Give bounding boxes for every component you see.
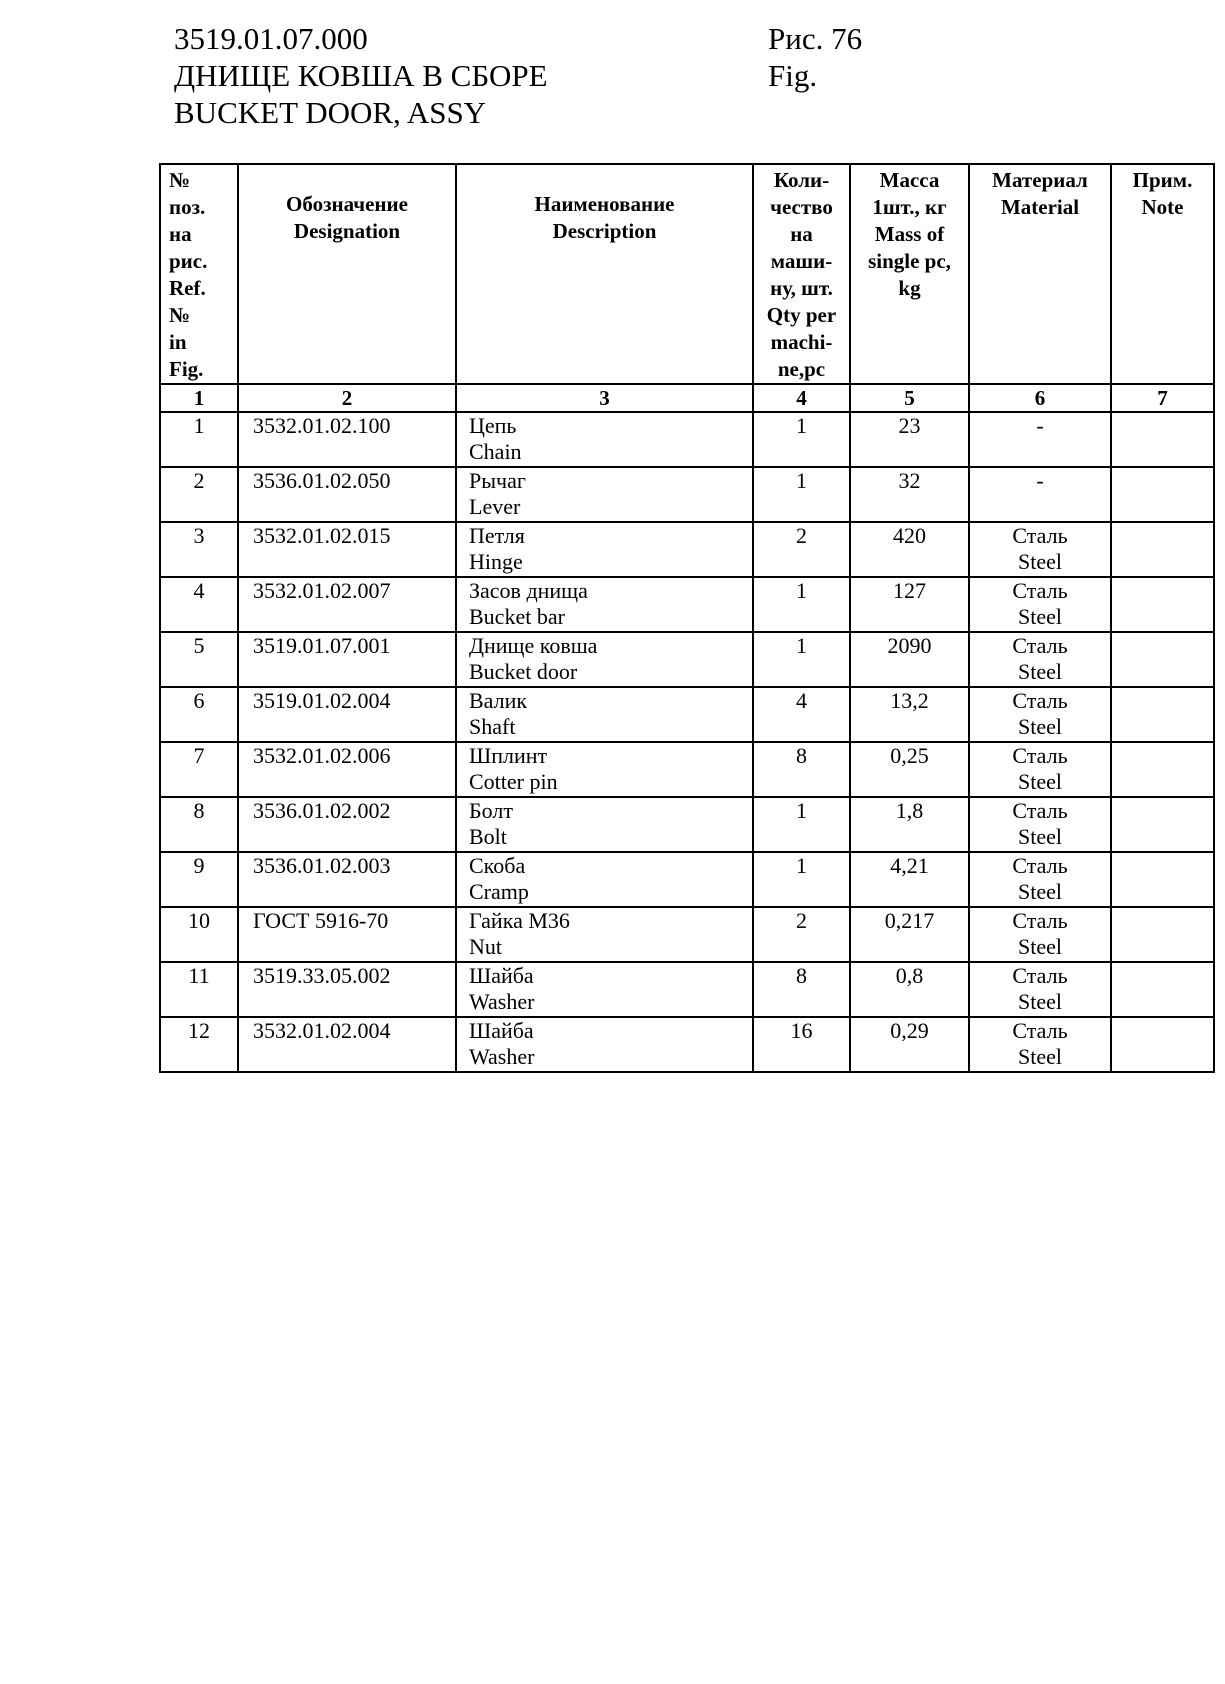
col-number: 4	[753, 384, 850, 412]
header-line: №	[169, 303, 191, 327]
row-name-en: Washer	[469, 1044, 535, 1069]
table-row	[160, 797, 1214, 852]
row-material	[969, 687, 1111, 742]
row-qty: 1	[753, 467, 850, 522]
row-name-en: Cotter pin	[469, 769, 558, 794]
row-name-en: Nut	[469, 934, 502, 959]
header-line: Description	[552, 219, 657, 243]
row-designation: 3519.33.05.002	[238, 962, 456, 1017]
row-material-ru: Сталь	[1012, 853, 1068, 878]
row-name-en: Washer	[469, 989, 535, 1014]
row-name-ru: Днище ковша	[469, 633, 598, 658]
row-designation: 3536.01.02.050	[238, 467, 456, 522]
row-qty: 1	[753, 797, 850, 852]
column-number-row	[160, 384, 1214, 412]
row-description	[456, 1017, 753, 1072]
header-line: Material	[1000, 195, 1080, 219]
row-note	[1111, 467, 1214, 522]
row-pos: 2	[160, 467, 238, 522]
header-line: Mass of	[874, 222, 945, 246]
header-note	[1111, 164, 1214, 384]
row-material	[969, 467, 1111, 522]
header-line: на	[169, 222, 192, 246]
row-name-ru: Засов днища	[469, 578, 588, 603]
header-line: Ref.	[169, 276, 206, 300]
row-qty: 1	[753, 852, 850, 907]
row-designation: ГОСТ 5916-70	[238, 907, 456, 962]
row-pos: 3	[160, 522, 238, 577]
row-pos: 10	[160, 907, 238, 962]
row-name-ru: Рычаг	[469, 468, 526, 493]
title-ru: ДНИЩЕ КОВША В СБОРЕ	[174, 58, 548, 93]
table-row	[160, 632, 1214, 687]
row-material-ru: -	[1036, 413, 1044, 438]
row-mass: 127	[850, 577, 969, 632]
row-material-ru: Сталь	[1012, 1018, 1068, 1043]
row-name-ru: Петля	[469, 523, 525, 548]
row-name-en: Shaft	[469, 714, 516, 739]
row-material-en: Steel	[1018, 824, 1062, 849]
header-line: Масса	[879, 168, 940, 192]
parts-table	[159, 163, 1215, 1073]
row-name-en: Bucket door	[469, 659, 578, 684]
row-name-ru: Шайба	[469, 1018, 534, 1043]
row-name-ru: Шайба	[469, 963, 534, 988]
row-designation: 3532.01.02.004	[238, 1017, 456, 1072]
row-description	[456, 687, 753, 742]
row-material-ru: Сталь	[1012, 908, 1068, 933]
row-qty: 1	[753, 632, 850, 687]
row-material	[969, 852, 1111, 907]
row-mass: 1,8	[850, 797, 969, 852]
row-material-en: Steel	[1018, 769, 1062, 794]
row-designation: 3532.01.02.007	[238, 577, 456, 632]
row-material-ru: Сталь	[1012, 578, 1068, 603]
header-line: чество	[770, 195, 833, 219]
table-row	[160, 577, 1214, 632]
row-note	[1111, 522, 1214, 577]
row-name-ru: Скоба	[469, 853, 526, 878]
title-en: BUCKET DOOR, ASSY	[174, 95, 487, 130]
row-material	[969, 962, 1111, 1017]
row-designation: 3532.01.02.015	[238, 522, 456, 577]
header-line: Коли-	[773, 168, 830, 192]
row-material-en: Steel	[1018, 934, 1062, 959]
row-name-ru: Валик	[469, 688, 528, 713]
table-row	[160, 907, 1214, 962]
row-material	[969, 797, 1111, 852]
row-description	[456, 852, 753, 907]
row-material	[969, 907, 1111, 962]
row-pos: 4	[160, 577, 238, 632]
row-pos: 1	[160, 412, 238, 467]
row-description	[456, 412, 753, 467]
header-line: ne,pc	[777, 357, 826, 381]
row-description	[456, 742, 753, 797]
header-pos	[160, 164, 238, 384]
figure-ref	[768, 20, 862, 94]
row-mass: 0,25	[850, 742, 969, 797]
row-mass: 420	[850, 522, 969, 577]
header-line: ну, шт.	[770, 276, 833, 300]
row-qty: 1	[753, 577, 850, 632]
row-name-en: Hinge	[469, 549, 523, 574]
row-name-ru: Гайка М36	[469, 908, 570, 933]
header-line: Наименование	[534, 192, 675, 216]
table-row	[160, 742, 1214, 797]
row-material	[969, 412, 1111, 467]
header-description	[456, 164, 753, 384]
header-line: поз.	[169, 195, 206, 219]
row-material-en: Steel	[1018, 879, 1062, 904]
table-row	[160, 1017, 1214, 1072]
table-row	[160, 962, 1214, 1017]
assembly-code: 3519.01.07.000	[174, 21, 368, 56]
row-mass: 2090	[850, 632, 969, 687]
row-material-en: Steel	[1018, 549, 1062, 574]
row-material-ru: Сталь	[1012, 523, 1068, 548]
figure-ru: Рис. 76	[768, 21, 863, 56]
row-pos: 12	[160, 1017, 238, 1072]
row-material-ru: Сталь	[1012, 963, 1068, 988]
row-description	[456, 632, 753, 687]
row-note	[1111, 907, 1214, 962]
row-note	[1111, 687, 1214, 742]
col-number: 3	[456, 384, 753, 412]
col-number: 1	[160, 384, 238, 412]
header-material	[969, 164, 1111, 384]
row-pos: 5	[160, 632, 238, 687]
row-material	[969, 632, 1111, 687]
row-description	[456, 797, 753, 852]
header-mass	[850, 164, 969, 384]
row-pos: 9	[160, 852, 238, 907]
header-line: in	[169, 330, 187, 354]
row-material	[969, 522, 1111, 577]
row-material-ru: Сталь	[1012, 798, 1068, 823]
row-mass: 0,29	[850, 1017, 969, 1072]
table-row	[160, 687, 1214, 742]
row-designation: 3536.01.02.002	[238, 797, 456, 852]
row-description	[456, 522, 753, 577]
header-line: Qty per	[766, 303, 837, 327]
row-mass: 23	[850, 412, 969, 467]
row-name-en: Chain	[469, 439, 522, 464]
table-row	[160, 522, 1214, 577]
row-note	[1111, 962, 1214, 1017]
header-line: Прим.	[1132, 168, 1193, 192]
row-name-ru: Шплинт	[469, 743, 548, 768]
row-name-en: Lever	[469, 494, 521, 519]
row-qty: 16	[753, 1017, 850, 1072]
row-note	[1111, 577, 1214, 632]
row-description	[456, 907, 753, 962]
col-number: 5	[850, 384, 969, 412]
row-material-en: Steel	[1018, 989, 1062, 1014]
header-line: Fig.	[169, 357, 204, 381]
header-line: 1шт., кг	[872, 195, 947, 219]
table-header-row	[160, 164, 1214, 384]
header-designation	[238, 164, 456, 384]
document-header	[174, 20, 548, 131]
row-designation: 3519.01.07.001	[238, 632, 456, 687]
header-qty	[753, 164, 850, 384]
row-note	[1111, 797, 1214, 852]
col-number: 2	[238, 384, 456, 412]
header-line: Обозначение	[286, 192, 408, 216]
header-line: Note	[1141, 195, 1184, 219]
row-designation: 3532.01.02.100	[238, 412, 456, 467]
row-mass: 4,21	[850, 852, 969, 907]
row-description	[456, 577, 753, 632]
row-name-en: Bucket bar	[469, 604, 565, 629]
row-name-en: Bolt	[469, 824, 507, 849]
header-line: Designation	[293, 219, 401, 243]
row-designation: 3532.01.02.006	[238, 742, 456, 797]
table-body	[160, 412, 1214, 1072]
row-note	[1111, 742, 1214, 797]
row-note	[1111, 1017, 1214, 1072]
row-designation: 3519.01.02.004	[238, 687, 456, 742]
row-note	[1111, 412, 1214, 467]
row-description	[456, 962, 753, 1017]
row-material-en: Steel	[1018, 1044, 1062, 1069]
table-row	[160, 467, 1214, 522]
row-pos: 6	[160, 687, 238, 742]
row-pos: 8	[160, 797, 238, 852]
row-qty: 8	[753, 962, 850, 1017]
row-material-en: Steel	[1018, 604, 1062, 629]
header-line: маши-	[770, 249, 833, 273]
header-line: Материал	[992, 168, 1088, 192]
row-qty: 8	[753, 742, 850, 797]
header-line: single pc,	[868, 249, 951, 273]
row-material	[969, 742, 1111, 797]
col-number: 6	[969, 384, 1111, 412]
row-material-ru: Сталь	[1012, 633, 1068, 658]
row-description	[456, 467, 753, 522]
row-mass: 0,8	[850, 962, 969, 1017]
row-mass: 32	[850, 467, 969, 522]
row-material-ru: Сталь	[1012, 688, 1068, 713]
row-note	[1111, 852, 1214, 907]
row-material-ru: -	[1036, 468, 1044, 493]
row-qty: 2	[753, 522, 850, 577]
row-pos: 7	[160, 742, 238, 797]
row-name-en: Cramp	[469, 879, 529, 904]
row-material	[969, 1017, 1111, 1072]
header-line: рис.	[169, 249, 208, 273]
figure-en: Fig.	[768, 58, 818, 93]
row-qty: 2	[753, 907, 850, 962]
row-mass: 13,2	[850, 687, 969, 742]
row-material-en: Steel	[1018, 714, 1062, 739]
header-line: на	[790, 222, 813, 246]
header-line: №	[169, 168, 191, 192]
table-row	[160, 852, 1214, 907]
table-row	[160, 412, 1214, 467]
row-qty: 4	[753, 687, 850, 742]
row-pos: 11	[160, 962, 238, 1017]
col-number: 7	[1111, 384, 1214, 412]
row-name-ru: Болт	[469, 798, 513, 823]
row-material-ru: Сталь	[1012, 743, 1068, 768]
row-mass: 0,217	[850, 907, 969, 962]
row-designation: 3536.01.02.003	[238, 852, 456, 907]
row-material-en: Steel	[1018, 659, 1062, 684]
row-note	[1111, 632, 1214, 687]
header-line: kg	[898, 276, 921, 300]
row-qty: 1	[753, 412, 850, 467]
header-line: machi-	[770, 330, 833, 354]
row-material	[969, 577, 1111, 632]
row-name-ru: Цепь	[469, 413, 517, 438]
